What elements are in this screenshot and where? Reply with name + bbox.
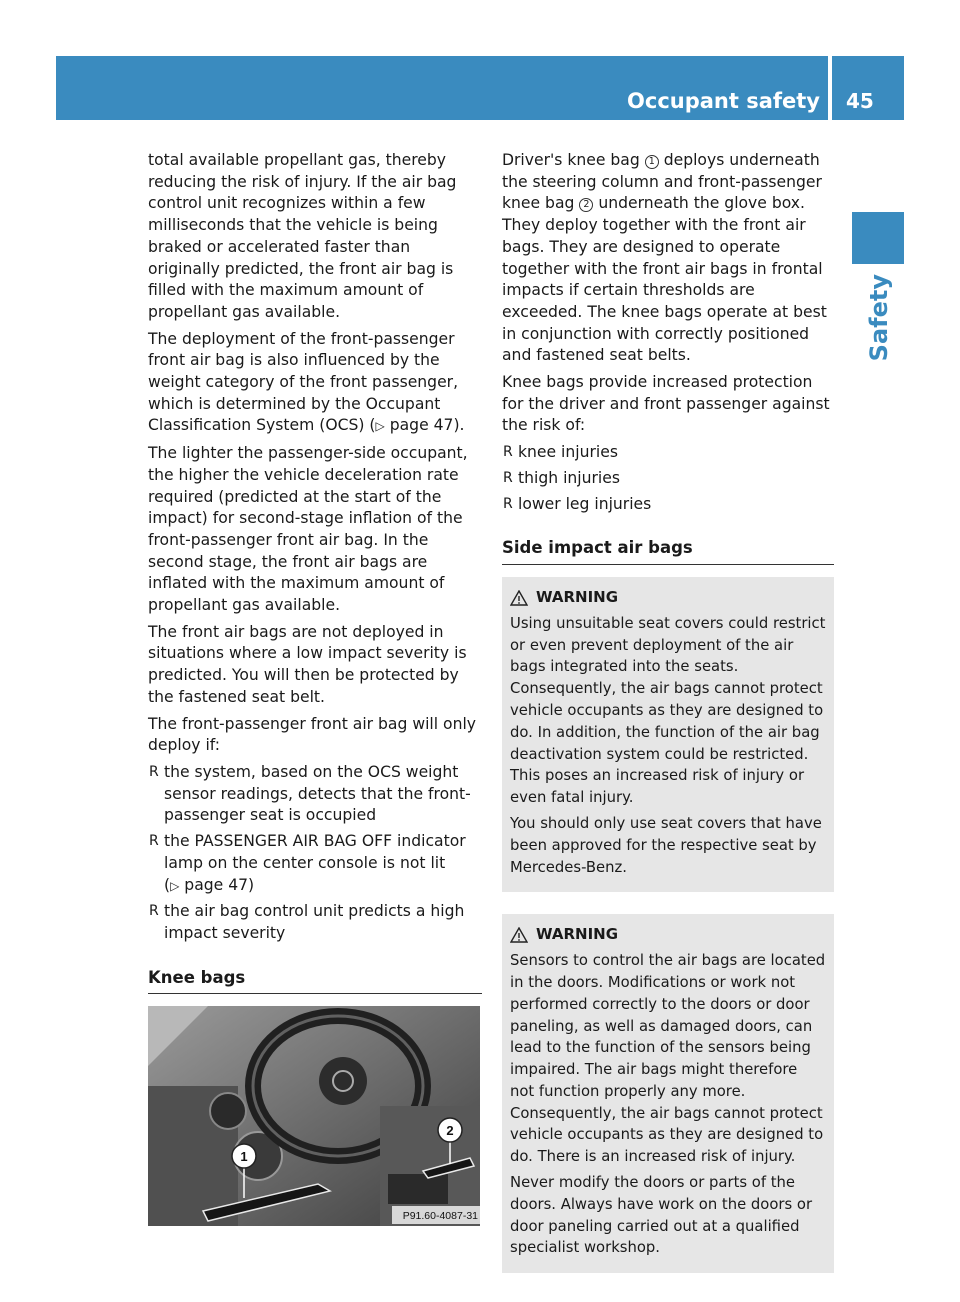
warning-text: Never modify the doors or parts of the doors. Always have work on the doors or door paneling carried out at a qualified specialist workshop. bbox=[510, 1174, 813, 1257]
paragraph: Knee bags provide increased protection for the driver and front passenger against the risk of: bbox=[502, 373, 830, 435]
paragraph: total available propellant gas, thereby reducing the risk of injury. If the air bag control unit recognizes within a few milliseconds that the vehicle is being braked or accelerated faster than originally predicted, the front air bag is filled with the maximum amount of propellant gas available. bbox=[148, 151, 457, 321]
warning-title: WARNING bbox=[536, 925, 619, 944]
list-item: R lower leg injuries bbox=[502, 494, 834, 516]
page-reference[interactable]: page 47 bbox=[389, 416, 454, 435]
warning-header bbox=[510, 924, 826, 946]
paragraph: The front air bags are not deployed in situations where a low impact severity is predicted. You will then be protected by the fastened seat belt. bbox=[148, 622, 467, 706]
page-reference[interactable]: page 47 bbox=[184, 875, 249, 894]
header-separator bbox=[828, 56, 832, 120]
section-heading: Side impact air bags bbox=[502, 537, 834, 565]
list-item: R the system, based on the OCS weight sensor readings, detects that the front-passenger seat is occupied bbox=[148, 762, 482, 827]
callout-2-icon: 2 bbox=[579, 198, 593, 212]
warning-text: Using unsuitable seat covers could restrict or even prevent deployment of the air bags integrated into the seats. Consequently, the air bags cannot protect vehicle occupants as they are designed to do. In addition, the function of the air bag deactivation system could be restricted. This poses an increased risk of injury or even fatal injury. bbox=[510, 614, 826, 807]
warning-header bbox=[510, 587, 826, 609]
paragraph: The deployment of the front-passenger front air bag is also influenced by the weight category of the front passenger, which is determined by the Occupant Classification System (OCS) (▷ page 47). bbox=[148, 329, 465, 435]
right-column bbox=[502, 150, 834, 1295]
callout-2-label: 2 bbox=[446, 1123, 454, 1139]
dashboard-illustration bbox=[148, 1006, 480, 1226]
section-heading: Knee bags bbox=[148, 967, 482, 995]
list-item: R the PASSENGER AIR BAG OFF indicator lamp on the center console is not lit (▷ page 47) bbox=[148, 831, 482, 897]
list-item: R thigh injuries bbox=[502, 468, 834, 490]
knee-bag-figure bbox=[148, 1006, 480, 1226]
triangle-right-icon: ▷ bbox=[375, 419, 385, 434]
page-number: 45 bbox=[846, 89, 874, 113]
side-tab-marker bbox=[852, 212, 904, 264]
triangle-right-icon: ▷ bbox=[170, 878, 180, 893]
warning-box bbox=[502, 577, 834, 892]
paragraph: The front-passenger front air bag will only deploy if: bbox=[148, 714, 477, 755]
callout-2-icon bbox=[438, 1118, 462, 1142]
callout-1-icon: 1 bbox=[645, 155, 659, 169]
section-title: Occupant safety bbox=[627, 89, 820, 113]
paragraph: The lighter the passenger-side occupant, the higher the vehicle deceleration rate required (predicted at the start of the impact) for second-stage inflation of the front-passenger front air bag. In the second stage, the front air bags are inflated with the maximum amount of propellant gas available. bbox=[148, 444, 468, 615]
warning-text: Sensors to control the air bags are located in the doors. Modifications or work not performed correctly to the doors or door paneling, as well as damaged doors, can lead to the function of the sensors being impaired. The air bags might therefore not function properly any more. Consequently, the air bags cannot protect vehicle occupants as they are designed to do. There is an increased risk of injury. bbox=[510, 952, 826, 1166]
warning-title: WARNING bbox=[536, 587, 619, 606]
list-item: R knee injuries bbox=[502, 442, 834, 464]
callout-1-icon bbox=[232, 1144, 256, 1168]
warning-triangle-icon bbox=[510, 927, 528, 943]
list-item: R the air bag control unit predicts a high impact severity bbox=[148, 901, 482, 944]
warning-triangle-icon bbox=[510, 590, 528, 606]
paragraph: Driver's knee bag 1 deploys underneath the steering column and front-passenger knee bag 2 underneath the glove box. They deploy together with the front air bags. They are designed to operate together with the front air bags in frontal impacts if certain thresholds are exceeded. The knee bags operate at best in conjunction with correctly positioned and fastened seat belts. bbox=[502, 151, 827, 365]
figure-code: P91.60-4087-31 bbox=[402, 1210, 478, 1223]
callout-1-label: 1 bbox=[240, 1149, 248, 1165]
left-column bbox=[148, 150, 482, 1226]
warning-text: You should only use seat covers that have been approved for the respective seat by Mercedes-Benz. bbox=[510, 814, 822, 876]
side-tab-label: Safety bbox=[865, 274, 893, 362]
warning-box bbox=[502, 914, 834, 1273]
